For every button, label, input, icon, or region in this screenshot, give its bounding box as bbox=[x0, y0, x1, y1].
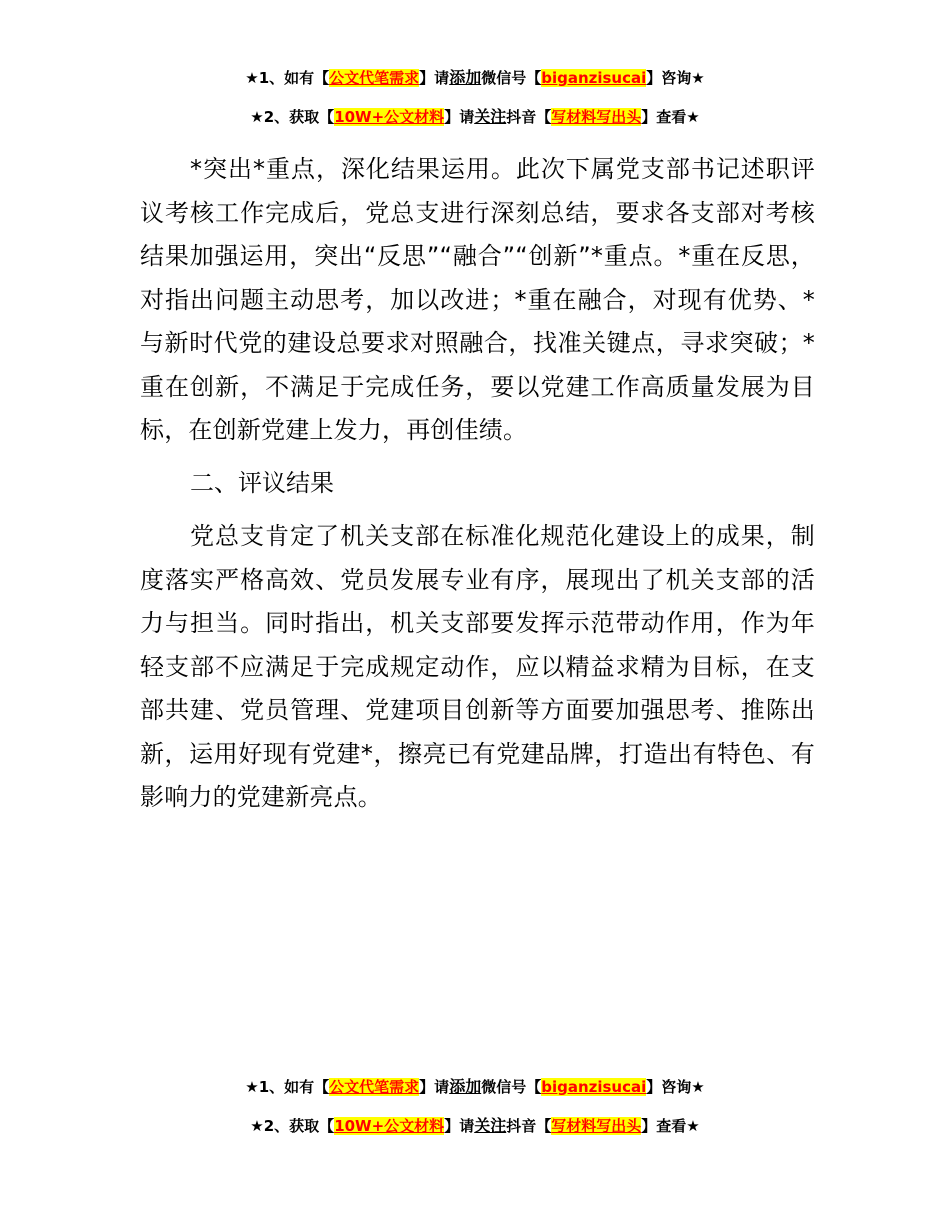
banner-text: ★2、获取【 bbox=[250, 1117, 335, 1135]
banner-text: 】请 bbox=[419, 69, 450, 87]
banner-text: 】查看★ bbox=[641, 108, 700, 126]
banner-highlight-link[interactable]: 公文代笔需求 bbox=[329, 1078, 420, 1096]
banner-text: 抖音【 bbox=[506, 108, 552, 126]
document-body-section-2 bbox=[140, 515, 815, 820]
banner-text: 】咨询★ bbox=[646, 1078, 705, 1096]
header-banner-line-2 bbox=[0, 107, 950, 127]
footer-banner-line-1 bbox=[0, 1077, 950, 1097]
banner-text: 】请 bbox=[419, 1078, 450, 1096]
footer-banner-line-2 bbox=[0, 1116, 950, 1136]
banner-text: 】查看★ bbox=[641, 1117, 700, 1135]
banner-underlined-text: 关注 bbox=[474, 1116, 507, 1135]
header-banner-line-1 bbox=[0, 68, 950, 88]
banner-underlined-text: 添加 bbox=[449, 68, 482, 87]
banner-text: 微信号【 bbox=[481, 69, 542, 87]
banner-text: 】请 bbox=[444, 1117, 475, 1135]
banner-text: 微信号【 bbox=[481, 1078, 542, 1096]
banner-text: ★1、如有【 bbox=[245, 1078, 330, 1096]
section-heading: 二、评议结果 bbox=[190, 469, 334, 497]
document-body-section-1 bbox=[140, 148, 815, 453]
banner-text: 】咨询★ bbox=[646, 69, 705, 87]
banner-underlined-text: 添加 bbox=[449, 1077, 482, 1096]
banner-highlight-link[interactable]: biganzisucai bbox=[541, 1078, 647, 1096]
banner-text: ★2、获取【 bbox=[250, 108, 335, 126]
banner-highlight-link[interactable]: 写材料写出头 bbox=[551, 1117, 642, 1135]
banner-highlight-link[interactable]: 10W+公文材料 bbox=[334, 1117, 445, 1135]
body-paragraph: *突出*重点，深化结果运用。此次下属党支部书记述职评议考核工作完成后，党总支进行深刻总结，要求各支部对考核结果加强运用，突出“反思”“融合”“创新”*重点。*重在反思，对指出问题主动思考，加以改进；*重在融合，对现有优势、*与新时代党的建设总要求对照融合，找准关键点，寻求突破；*重在创新，不满足于完成任务，要以党建工作高质量发展为目标，在创新党建上发力，再创佳绩。 bbox=[140, 155, 815, 444]
banner-text: 】请 bbox=[444, 108, 475, 126]
banner-text: 抖音【 bbox=[506, 1117, 552, 1135]
banner-highlight-link[interactable]: 10W+公文材料 bbox=[334, 108, 445, 126]
banner-text: ★1、如有【 bbox=[245, 69, 330, 87]
banner-underlined-text: 关注 bbox=[474, 107, 507, 126]
body-paragraph: 党总支肯定了机关支部在标准化规范化建设上的成果，制度落实严格高效、党员发展专业有序，展现出了机关支部的活力与担当。同时指出，机关支部要发挥示范带动作用，作为年轻支部不应满足于完成规定动作，应以精益求精为目标，在支部共建、党员管理、党建项目创新等方面要加强思考、推陈出新，运用好现有党建*，擦亮已有党建品牌，打造出有特色、有影响力的党建新亮点。 bbox=[140, 522, 815, 811]
banner-highlight-link[interactable]: 公文代笔需求 bbox=[329, 69, 420, 87]
banner-highlight-link[interactable]: biganzisucai bbox=[541, 69, 647, 87]
banner-highlight-link[interactable]: 写材料写出头 bbox=[551, 108, 642, 126]
